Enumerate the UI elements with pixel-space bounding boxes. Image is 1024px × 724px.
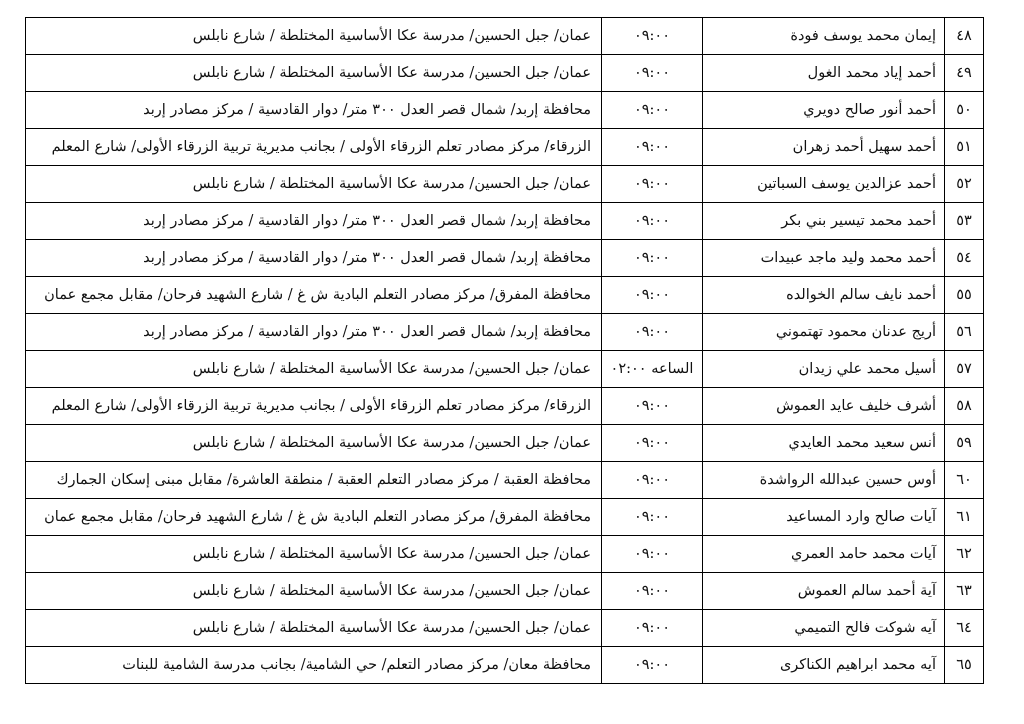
- address-cell: عمان/ جبل الحسين/ مدرسة عكا الأساسية المختلطة / شارع نابلس: [26, 536, 602, 573]
- name-cell: أحمد عزالدين يوسف السباتين: [703, 166, 945, 203]
- address-cell: محافظة المفرق/ مركز مصادر التعلم البادية ش غ / شارع الشهيد فرحان/ مقابل مجمع عمان: [26, 499, 602, 536]
- address-cell: عمان/ جبل الحسين/ مدرسة عكا الأساسية المختلطة / شارع نابلس: [26, 610, 602, 647]
- address-cell: عمان/ جبل الحسين/ مدرسة عكا الأساسية المختلطة / شارع نابلس: [26, 18, 602, 55]
- table-row: [26, 610, 984, 647]
- address-cell: عمان/ جبل الحسين/ مدرسة عكا الأساسية المختلطة / شارع نابلس: [26, 573, 602, 610]
- name-cell: أحمد إياد محمد الغول: [703, 55, 945, 92]
- row-number-cell: ٥٧: [945, 351, 984, 388]
- time-cell: الساعه ٠٢:٠٠: [602, 351, 703, 388]
- table-row: [26, 388, 984, 425]
- table-row: [26, 425, 984, 462]
- time-cell: ٠٩:٠٠: [602, 536, 703, 573]
- time-cell: ٠٩:٠٠: [602, 573, 703, 610]
- candidates-table-page: [25, 17, 984, 684]
- row-number-cell: ٥١: [945, 129, 984, 166]
- table-row: [26, 129, 984, 166]
- time-cell: ٠٩:٠٠: [602, 129, 703, 166]
- row-number-cell: ٤٩: [945, 55, 984, 92]
- row-number-cell: ٤٨: [945, 18, 984, 55]
- address-cell: محافظة إربد/ شمال قصر العدل ٣٠٠ متر/ دوار القادسية / مركز مصادر إربد: [26, 240, 602, 277]
- time-cell: ٠٩:٠٠: [602, 610, 703, 647]
- name-cell: أوس حسين عبدالله الرواشدة: [703, 462, 945, 499]
- table-row: [26, 536, 984, 573]
- table-row: [26, 277, 984, 314]
- time-cell: ٠٩:٠٠: [602, 166, 703, 203]
- address-cell: محافظة إربد/ شمال قصر العدل ٣٠٠ متر/ دوار القادسية / مركز مصادر إربد: [26, 314, 602, 351]
- name-cell: إيمان محمد يوسف فودة: [703, 18, 945, 55]
- row-number-cell: ٥٣: [945, 203, 984, 240]
- address-cell: عمان/ جبل الحسين/ مدرسة عكا الأساسية المختلطة / شارع نابلس: [26, 351, 602, 388]
- table-row: [26, 462, 984, 499]
- name-cell: آيه محمد ابراهيم الكناكرى: [703, 647, 945, 684]
- row-number-cell: ٥٦: [945, 314, 984, 351]
- time-cell: ٠٩:٠٠: [602, 240, 703, 277]
- time-cell: ٠٩:٠٠: [602, 388, 703, 425]
- row-number-cell: ٦٢: [945, 536, 984, 573]
- time-cell: ٠٩:٠٠: [602, 425, 703, 462]
- table-row: [26, 351, 984, 388]
- table-row: [26, 499, 984, 536]
- name-cell: أحمد أنور صالح دويري: [703, 92, 945, 129]
- name-cell: أحمد محمد تيسير بني بكر: [703, 203, 945, 240]
- name-cell: آيات صالح وارد المساعيد: [703, 499, 945, 536]
- time-cell: ٠٩:٠٠: [602, 277, 703, 314]
- name-cell: آيه شوكت فالح التميمي: [703, 610, 945, 647]
- time-cell: ٠٩:٠٠: [602, 203, 703, 240]
- row-number-cell: ٥٥: [945, 277, 984, 314]
- table-row: [26, 314, 984, 351]
- table-row: [26, 18, 984, 55]
- row-number-cell: ٥٤: [945, 240, 984, 277]
- address-cell: عمان/ جبل الحسين/ مدرسة عكا الأساسية المختلطة / شارع نابلس: [26, 166, 602, 203]
- row-number-cell: ٦٤: [945, 610, 984, 647]
- table-row: [26, 203, 984, 240]
- address-cell: الزرقاء/ مركز مصادر تعلم الزرقاء الأولى / بجانب مديرية تربية الزرقاء الأولى/ شارع المعلم: [26, 129, 602, 166]
- table-row: [26, 55, 984, 92]
- name-cell: أحمد سهيل أحمد زهران: [703, 129, 945, 166]
- time-cell: ٠٩:٠٠: [602, 18, 703, 55]
- time-cell: ٠٩:٠٠: [602, 647, 703, 684]
- table-row: [26, 647, 984, 684]
- name-cell: أريج عدنان محمود تهتموني: [703, 314, 945, 351]
- time-cell: ٠٩:٠٠: [602, 499, 703, 536]
- row-number-cell: ٦٣: [945, 573, 984, 610]
- table-row: [26, 92, 984, 129]
- name-cell: أحمد محمد وليد ماجد عبيدات: [703, 240, 945, 277]
- row-number-cell: ٥٠: [945, 92, 984, 129]
- name-cell: أحمد نايف سالم الخوالده: [703, 277, 945, 314]
- address-cell: عمان/ جبل الحسين/ مدرسة عكا الأساسية المختلطة / شارع نابلس: [26, 425, 602, 462]
- address-cell: محافظة إربد/ شمال قصر العدل ٣٠٠ متر/ دوار القادسية / مركز مصادر إربد: [26, 203, 602, 240]
- row-number-cell: ٦٥: [945, 647, 984, 684]
- time-cell: ٠٩:٠٠: [602, 55, 703, 92]
- table-row: [26, 573, 984, 610]
- row-number-cell: ٥٢: [945, 166, 984, 203]
- name-cell: أنس سعيد محمد العايدي: [703, 425, 945, 462]
- time-cell: ٠٩:٠٠: [602, 314, 703, 351]
- name-cell: آية أحمد سالم العموش: [703, 573, 945, 610]
- name-cell: أسيل محمد علي زيدان: [703, 351, 945, 388]
- address-cell: عمان/ جبل الحسين/ مدرسة عكا الأساسية المختلطة / شارع نابلس: [26, 55, 602, 92]
- table-row: [26, 166, 984, 203]
- time-cell: ٠٩:٠٠: [602, 92, 703, 129]
- row-number-cell: ٦٠: [945, 462, 984, 499]
- name-cell: آيات محمد حامد العمري: [703, 536, 945, 573]
- address-cell: محافظة العقبة / مركز مصادر التعلم العقبة / منطقة العاشرة/ مقابل مبنى إسكان الجمارك: [26, 462, 602, 499]
- address-cell: محافظة إربد/ شمال قصر العدل ٣٠٠ متر/ دوار القادسية / مركز مصادر إربد: [26, 92, 602, 129]
- table-row: [26, 240, 984, 277]
- address-cell: الزرقاء/ مركز مصادر تعلم الزرقاء الأولى / بجانب مديرية تربية الزرقاء الأولى/ شارع المعلم: [26, 388, 602, 425]
- row-number-cell: ٥٩: [945, 425, 984, 462]
- row-number-cell: ٥٨: [945, 388, 984, 425]
- address-cell: محافظة المفرق/ مركز مصادر التعلم البادية ش غ / شارع الشهيد فرحان/ مقابل مجمع عمان: [26, 277, 602, 314]
- candidates-table: [25, 17, 984, 684]
- row-number-cell: ٦١: [945, 499, 984, 536]
- time-cell: ٠٩:٠٠: [602, 462, 703, 499]
- table-body: [26, 18, 984, 684]
- address-cell: محافظة معان/ مركز مصادر التعلم/ حي الشامية/ بجانب مدرسة الشامية للبنات: [26, 647, 602, 684]
- name-cell: أشرف خليف عايد العموش: [703, 388, 945, 425]
